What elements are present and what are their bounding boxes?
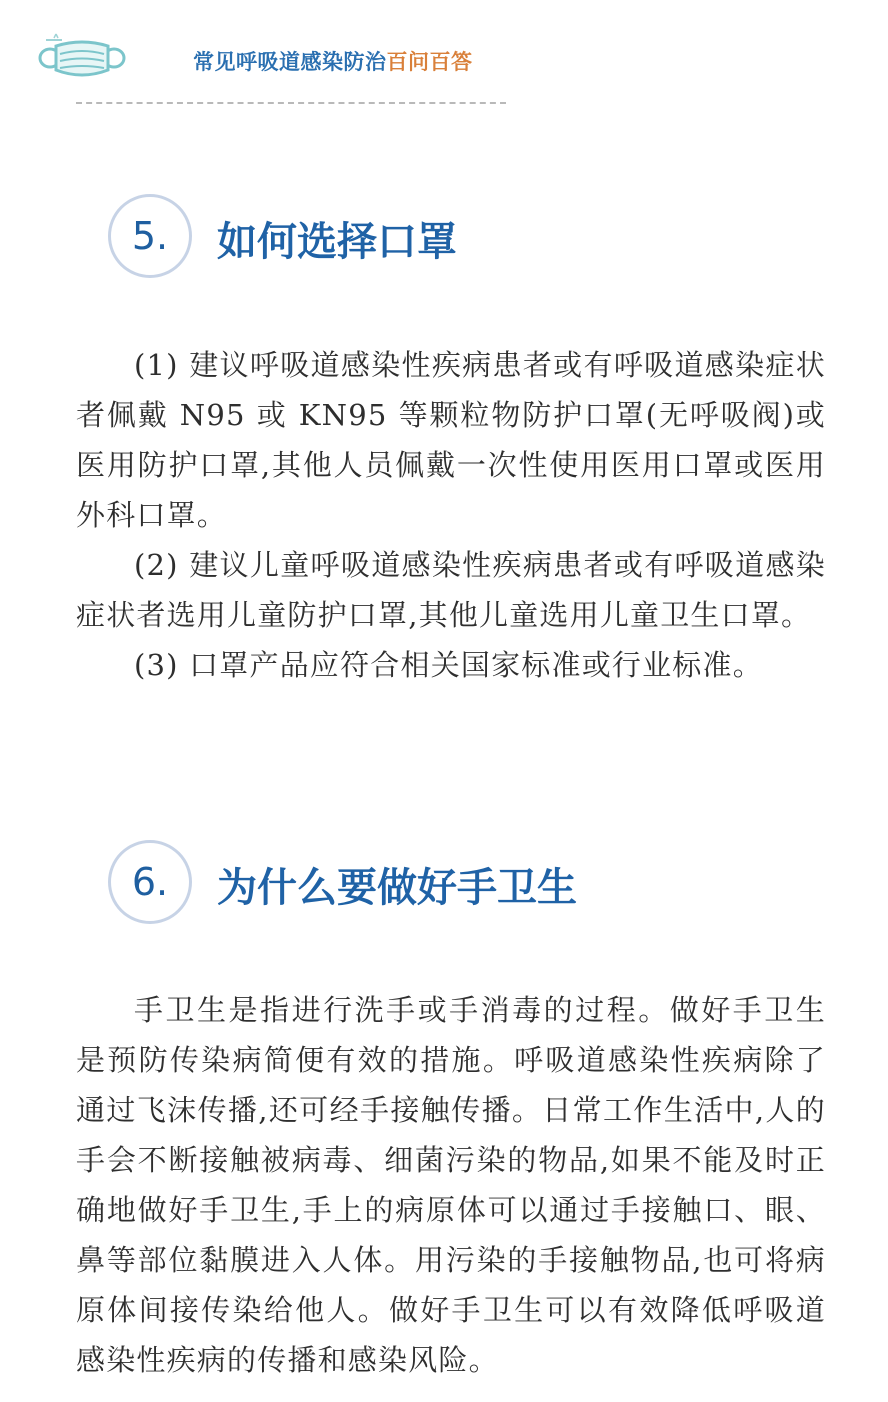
- header-divider: [76, 102, 506, 104]
- page-header: [0, 0, 888, 110]
- paragraph: (2) 建议儿童呼吸道感染性疾病患者或有呼吸道感染症状者选用儿童防护口罩,其他儿童选用儿童卫生口罩。: [76, 548, 826, 632]
- section-number-badge: 6.: [108, 840, 192, 924]
- section-number-badge: 5.: [108, 194, 192, 278]
- section-body-5: [76, 340, 826, 690]
- section-title: 如何选择口罩: [217, 219, 457, 265]
- paragraph: (1) 建议呼吸道感染性疾病患者或有呼吸道感染症状者佩戴 N95 或 KN95 等颗粒物防护口罩(无呼吸阀)或医用防护口罩,其他人员佩戴一次性使用医用口罩或医用外科口罩。: [76, 348, 826, 532]
- paragraph: 手卫生是指进行洗手或手消毒的过程。做好手卫生是预防传染病简便有效的措施。呼吸道感染性疾病除了通过飞沫传播,还可经手接触传播。日常工作生活中,人的手会不断接触被病毒、细菌污染的物品,如果不能及时正确地做好手卫生,手上的病原体可以通过手接触口、眼、鼻等部位黏膜进入人体。用污染的手接触物品,也可将病原体间接传染给他人。做好手卫生可以有效降低呼吸道感染性疾病的传播和感染风险。: [76, 993, 826, 1377]
- section-title: 为什么要做好手卫生: [217, 865, 577, 911]
- section-heading-5: [0, 194, 888, 294]
- mask-icon: [36, 30, 128, 86]
- paragraph: (3) 口罩产品应符合相关国家标准或行业标准。: [134, 648, 763, 682]
- running-header-title: [193, 46, 473, 76]
- header-title-main: 常见呼吸道感染防治: [193, 50, 387, 74]
- section-heading-6: [0, 840, 888, 940]
- section-body-6: [76, 985, 826, 1385]
- header-title-accent: 百问百答: [386, 50, 473, 74]
